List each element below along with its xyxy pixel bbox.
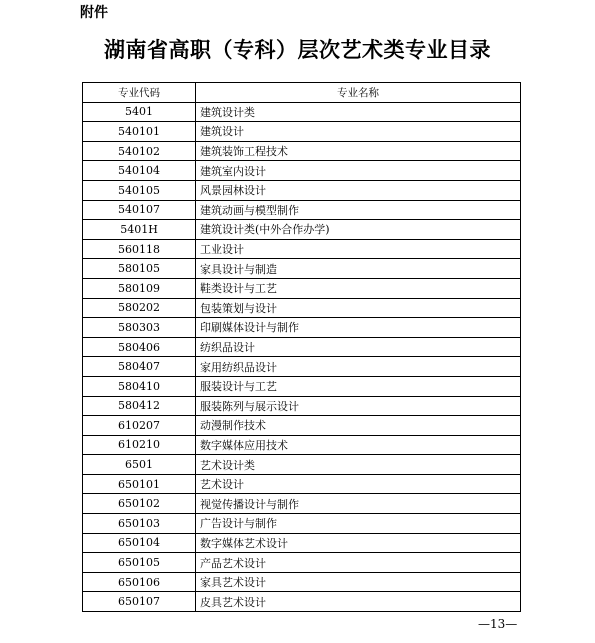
major-code-cell: 650105 — [83, 553, 196, 573]
major-code-cell: 5401 — [83, 102, 196, 122]
table-row — [83, 239, 521, 259]
major-name-cell: 建筑设计 — [196, 122, 521, 142]
major-catalog-table — [82, 82, 521, 612]
major-code-cell: 540105 — [83, 180, 196, 200]
page-number: —13— — [478, 617, 518, 631]
table-row — [83, 357, 521, 377]
major-name-cell: 艺术设计类 — [196, 455, 521, 475]
table-row — [83, 376, 521, 396]
major-name-cell: 家用纺织品设计 — [196, 357, 521, 377]
major-code-cell: 540102 — [83, 141, 196, 161]
table-row — [83, 180, 521, 200]
major-name-cell: 家具设计与制造 — [196, 259, 521, 279]
major-code-cell: 650106 — [83, 572, 196, 592]
major-name-cell: 数字媒体艺术设计 — [196, 533, 521, 553]
major-code-cell: 650107 — [83, 592, 196, 612]
major-name-cell: 服装设计与工艺 — [196, 376, 521, 396]
major-code-cell: 580407 — [83, 357, 196, 377]
major-name-cell: 建筑动画与模型制作 — [196, 200, 521, 220]
table-row — [83, 318, 521, 338]
table-row — [83, 337, 521, 357]
table-row — [83, 592, 521, 612]
major-name-cell: 建筑设计类(中外合作办学) — [196, 220, 521, 240]
table-row — [83, 553, 521, 573]
major-code-cell: 5401H — [83, 220, 196, 240]
major-code-cell: 580412 — [83, 396, 196, 416]
major-code-cell: 540104 — [83, 161, 196, 181]
table-row — [83, 572, 521, 592]
table-header-row — [83, 83, 521, 103]
major-name-cell: 鞋类设计与工艺 — [196, 278, 521, 298]
table-row — [83, 435, 521, 455]
table-row — [83, 200, 521, 220]
table-row — [83, 102, 521, 122]
major-code-cell: 650101 — [83, 474, 196, 494]
table-row — [83, 494, 521, 514]
table-row — [83, 141, 521, 161]
major-code-cell: 650102 — [83, 494, 196, 514]
major-code-cell: 6501 — [83, 455, 196, 475]
major-name-cell: 建筑装饰工程技术 — [196, 141, 521, 161]
major-name-cell: 纺织品设计 — [196, 337, 521, 357]
major-code-cell: 610207 — [83, 416, 196, 436]
major-code-cell: 580303 — [83, 318, 196, 338]
major-name-cell: 建筑室内设计 — [196, 161, 521, 181]
major-name-cell: 工业设计 — [196, 239, 521, 259]
major-name-cell: 服装陈列与展示设计 — [196, 396, 521, 416]
major-code-cell: 580406 — [83, 337, 196, 357]
table-row — [83, 455, 521, 475]
major-name-cell: 产品艺术设计 — [196, 553, 521, 573]
major-name-cell: 皮具艺术设计 — [196, 592, 521, 612]
table-row — [83, 416, 521, 436]
table-row — [83, 122, 521, 142]
major-code-cell: 610210 — [83, 435, 196, 455]
major-name-cell: 广告设计与制作 — [196, 514, 521, 534]
major-name-cell: 家具艺术设计 — [196, 572, 521, 592]
major-name-cell: 包装策划与设计 — [196, 298, 521, 318]
table-row — [83, 278, 521, 298]
major-code-cell: 650104 — [83, 533, 196, 553]
table-body — [83, 102, 521, 611]
table-row — [83, 220, 521, 240]
table-row — [83, 298, 521, 318]
major-code-cell: 540107 — [83, 200, 196, 220]
major-name-cell: 视觉传播设计与制作 — [196, 494, 521, 514]
major-name-cell: 印刷媒体设计与制作 — [196, 318, 521, 338]
major-name-cell: 艺术设计 — [196, 474, 521, 494]
attachment-label: 附件 — [80, 5, 108, 21]
document-title: 湖南省高职（专科）层次艺术类专业目录 — [104, 37, 491, 62]
major-name-cell: 动漫制作技术 — [196, 416, 521, 436]
table-row — [83, 396, 521, 416]
major-code-cell: 580202 — [83, 298, 196, 318]
table-row — [83, 161, 521, 181]
table-row — [83, 474, 521, 494]
major-name-cell: 建筑设计类 — [196, 102, 521, 122]
major-code-cell: 650103 — [83, 514, 196, 534]
table-row — [83, 514, 521, 534]
table-row — [83, 533, 521, 553]
major-code-cell: 580410 — [83, 376, 196, 396]
major-name-cell: 数字媒体应用技术 — [196, 435, 521, 455]
major-code-cell: 560118 — [83, 239, 196, 259]
major-code-cell: 580105 — [83, 259, 196, 279]
header-major-name: 专业名称 — [196, 83, 521, 103]
header-major-code: 专业代码 — [83, 83, 196, 103]
major-code-cell: 580109 — [83, 278, 196, 298]
table-row — [83, 259, 521, 279]
major-code-cell: 540101 — [83, 122, 196, 142]
major-name-cell: 风景园林设计 — [196, 180, 521, 200]
